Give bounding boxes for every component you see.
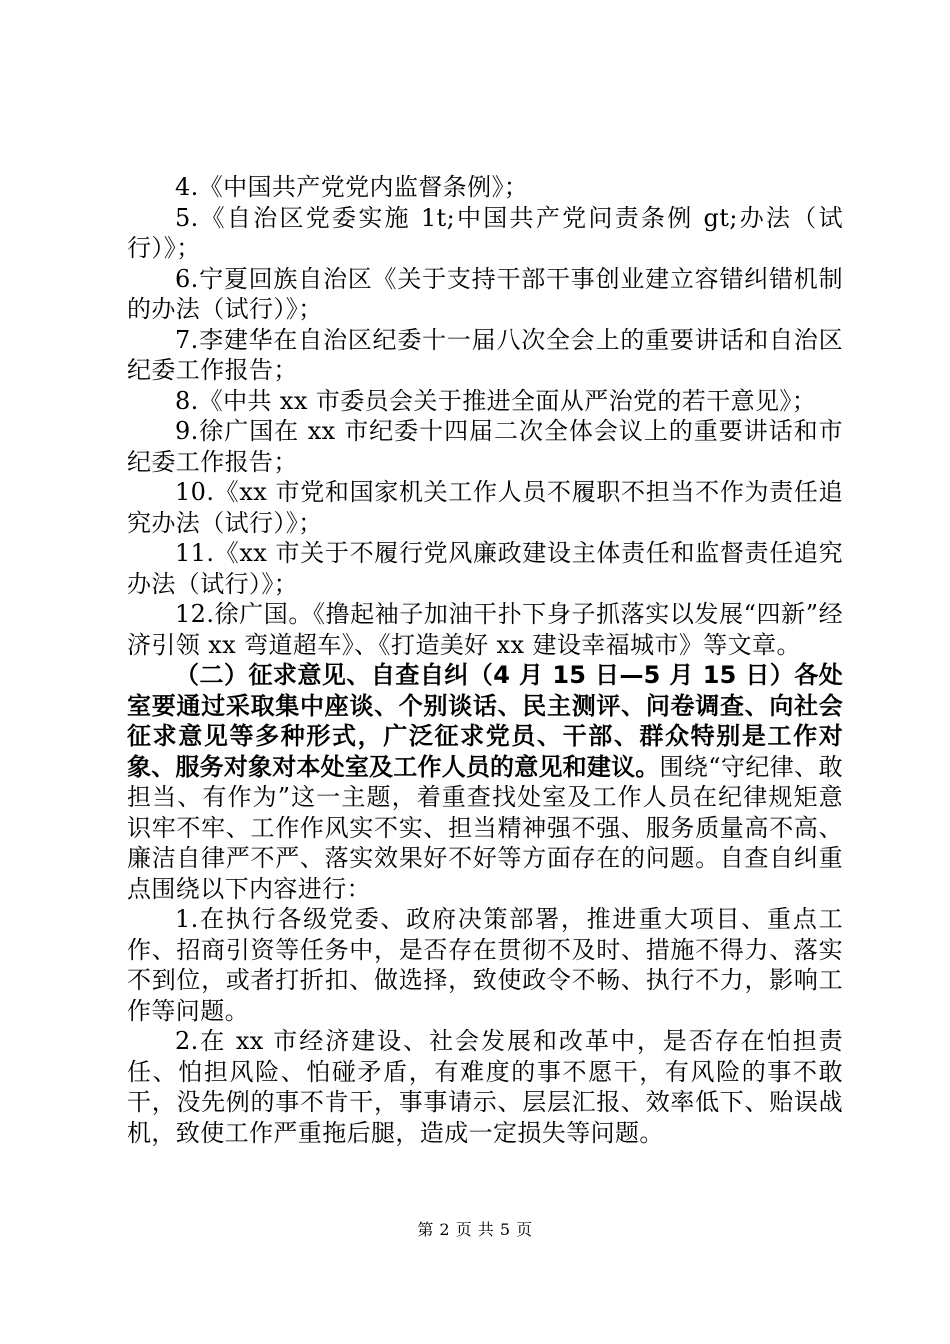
section-heading-bold: （二）征求意见、自查自纠（4 月 15 日—5 月 15 日）各处室要通过采取集中座谈、个别谈话、民主测评、问卷调查、向社会征求意见等多种形式，广泛征求党员、干部、群众特别是工作对象、服务对象对本处室及工作人员的意见和建议。 (127, 661, 843, 781)
list-item: 7.李建华在自治区纪委十一届八次全会上的重要讲话和自治区纪委工作报告； (127, 325, 843, 384)
check-item: 2.在 xx 市经济建设、社会发展和改革中，是否存在怕担责任、怕担风险、怕碰矛盾，有难度的事不愿干，有风险的事不敢干，没先例的事不肯干，事事请示、层层汇报、效率低下、贻误战机，致使工作严重拖后腿，造成一定损失等问题。 (127, 1027, 843, 1147)
list-item: 6.宁夏回族自治区《关于支持干部干事创业建立容错纠错机制的办法（试行）》； (127, 264, 843, 323)
section-paragraph (127, 660, 843, 904)
list-item: 5.《自治区党委实施 1t;中国共产党问责条例 gt;办法（试行）》； (127, 203, 843, 262)
section-body-text: 围绕“守纪律、敢担当、有作为”这一主题，着重查找处室及工作人员在纪律规矩意识牢不牢、工作作风实不实、担当精神强不强、服务质量高不高、廉洁自律严不严、落实效果好不好等方面存在的问题。自查自纠重点围绕以下内容进行： (127, 752, 843, 903)
list-item: 9.徐广国在 xx 市纪委十四届二次全体会议上的重要讲话和市纪委工作报告； (127, 417, 843, 476)
list-item: 12.徐广国。《撸起袖子加油干扑下身子抓落实以发展“四新”经济引领 xx 弯道超车》、《打造美好 xx 建设幸福城市》等文章。 (127, 600, 843, 659)
check-item: 1.在执行各级党委、政府决策部署，推进重大项目、重点工作、招商引资等任务中，是否存在贯彻不及时、措施不得力、落实不到位，或者打折扣、做选择，致使政令不畅、执行不力，影响工作等问题。 (127, 905, 843, 1025)
list-item: 11.《xx 市关于不履行党风廉政建设主体责任和监督责任追究办法（试行）》； (127, 539, 843, 598)
list-item: 4.《中国共产党党内监督条例》； (175, 173, 529, 201)
list-item: 10.《xx 市党和国家机关工作人员不履职不担当不作为责任追究办法（试行）》； (127, 478, 843, 537)
page-number-footer: 第 2 页 共 5 页 (417, 1220, 533, 1239)
list-item: 8.《中共 xx 市委员会关于推进全面从严治党的若干意见》； (175, 386, 817, 415)
document-body (127, 172, 843, 1148)
